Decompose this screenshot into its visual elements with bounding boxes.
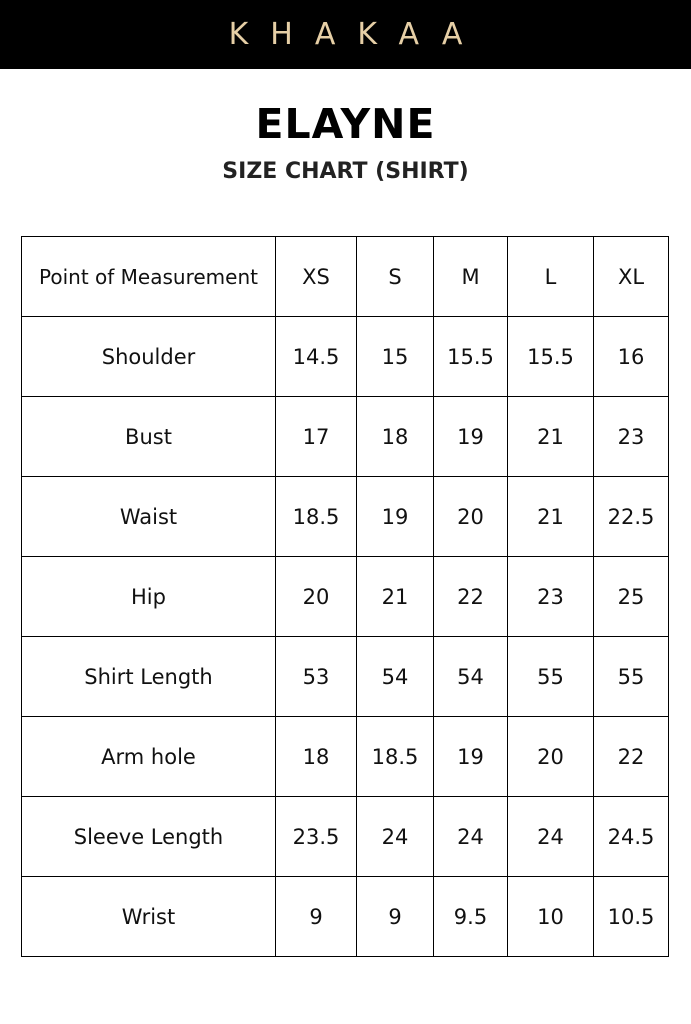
table-cell: 25 bbox=[594, 557, 669, 637]
table-cell: 21 bbox=[357, 557, 434, 637]
table-cell: 9 bbox=[276, 877, 357, 957]
table-row bbox=[22, 797, 669, 877]
table-cell: 14.5 bbox=[276, 317, 357, 397]
brand-header bbox=[0, 0, 691, 69]
header-size-xs: XS bbox=[276, 237, 357, 317]
table-cell: 24 bbox=[508, 797, 594, 877]
measurement-label: Arm hole bbox=[22, 717, 276, 797]
table-cell: 55 bbox=[594, 637, 669, 717]
table-cell: 10.5 bbox=[594, 877, 669, 957]
table-cell: 54 bbox=[357, 637, 434, 717]
table-cell: 20 bbox=[508, 717, 594, 797]
table-cell: 9 bbox=[357, 877, 434, 957]
table-cell: 9.5 bbox=[434, 877, 508, 957]
table-row bbox=[22, 877, 669, 957]
table-row bbox=[22, 637, 669, 717]
table-cell: 18 bbox=[276, 717, 357, 797]
measurement-label: Shoulder bbox=[22, 317, 276, 397]
table-cell: 19 bbox=[434, 397, 508, 477]
table-cell: 24 bbox=[357, 797, 434, 877]
measurement-label: Bust bbox=[22, 397, 276, 477]
table-cell: 55 bbox=[508, 637, 594, 717]
table-header-row bbox=[22, 237, 669, 317]
table-cell: 22.5 bbox=[594, 477, 669, 557]
table-cell: 23 bbox=[594, 397, 669, 477]
measurement-label: Wrist bbox=[22, 877, 276, 957]
table-cell: 23 bbox=[508, 557, 594, 637]
table-cell: 16 bbox=[594, 317, 669, 397]
table-row bbox=[22, 557, 669, 637]
header-point-of-measurement: Point of Measurement bbox=[22, 237, 276, 317]
table-row bbox=[22, 477, 669, 557]
table-cell: 24.5 bbox=[594, 797, 669, 877]
table-cell: 10 bbox=[508, 877, 594, 957]
table-cell: 18 bbox=[357, 397, 434, 477]
chart-subtitle: SIZE CHART (SHIRT) bbox=[222, 159, 469, 184]
table-cell: 21 bbox=[508, 397, 594, 477]
table-cell: 19 bbox=[357, 477, 434, 557]
table-row bbox=[22, 717, 669, 797]
header-size-l: L bbox=[508, 237, 594, 317]
table-cell: 22 bbox=[594, 717, 669, 797]
measurement-label: Waist bbox=[22, 477, 276, 557]
table-cell: 23.5 bbox=[276, 797, 357, 877]
header-size-m: M bbox=[434, 237, 508, 317]
measurement-label: Hip bbox=[22, 557, 276, 637]
table-cell: 17 bbox=[276, 397, 357, 477]
table-row bbox=[22, 397, 669, 477]
table-cell: 18.5 bbox=[357, 717, 434, 797]
measurement-label: Sleeve Length bbox=[22, 797, 276, 877]
table-cell: 21 bbox=[508, 477, 594, 557]
table-cell: 24 bbox=[434, 797, 508, 877]
table-cell: 22 bbox=[434, 557, 508, 637]
table-cell: 15.5 bbox=[508, 317, 594, 397]
table-cell: 15.5 bbox=[434, 317, 508, 397]
table-row bbox=[22, 317, 669, 397]
size-chart-table bbox=[21, 236, 669, 957]
table-cell: 20 bbox=[434, 477, 508, 557]
header-size-xl: XL bbox=[594, 237, 669, 317]
table-cell: 15 bbox=[357, 317, 434, 397]
table-cell: 53 bbox=[276, 637, 357, 717]
product-title: ELAYNE bbox=[255, 100, 436, 148]
table-cell: 54 bbox=[434, 637, 508, 717]
table-cell: 20 bbox=[276, 557, 357, 637]
measurement-label: Shirt Length bbox=[22, 637, 276, 717]
brand-logo: KHAKAA bbox=[228, 17, 485, 52]
header-size-s: S bbox=[357, 237, 434, 317]
table-cell: 18.5 bbox=[276, 477, 357, 557]
table-cell: 19 bbox=[434, 717, 508, 797]
